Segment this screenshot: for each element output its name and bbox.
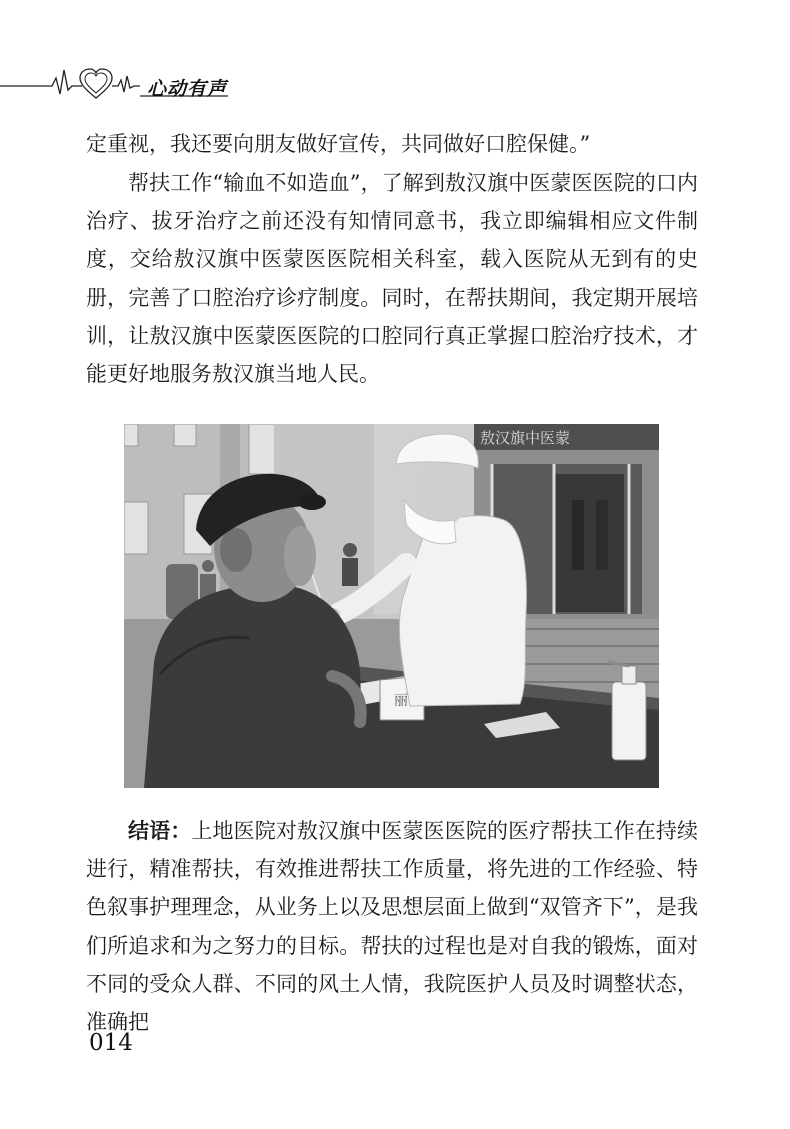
paragraph-support-work: 帮扶工作“输血不如造血”，了解到敖汉旗中医蒙医医院的口内治疗、拔牙治疗之前还没有知情同意书，我立即编辑相应文件制度，交给敖汉旗中医蒙医医院相关科室，载入医院从无到有的史册，完善了口腔治疗诊疗制度。同时，在帮扶期间，我定期开展培训，让敖汉旗中医蒙医医院的口腔同行真正掌握口腔治疗技术，才能更好地服务敖汉旗当地人民。	[86, 171, 698, 387]
header-title: 心动有声	[147, 78, 228, 100]
paragraph-conclusion	[86, 812, 698, 1041]
running-header	[0, 60, 790, 110]
photo-building-sign: 敖汉旗中医蒙	[480, 429, 571, 447]
paragraph-continued: 定重视，我还要向朋友做好宣传，共同做好口腔保健。”	[86, 132, 591, 156]
photo-desk-sign: 丽	[394, 693, 408, 709]
photo-dental-examination	[124, 424, 659, 788]
conclusion-text: 上地医院对敖汉旗中医蒙医医院的医疗帮扶工作在持续进行，精准帮扶，有效推进帮扶工作质量，将先进的工作经验、特色叙事护理理念，从业务上以及思想层面上做到“双管齐下”，是我们所追求和为之努力的目标。帮扶的过程也是对自我的锻炼，面对不同的受众人群、不同的风土人情，我院医护人员及时调整状态，准确把	[86, 819, 699, 1035]
page-number: 014	[89, 1030, 133, 1056]
conclusion-label: 结语：	[128, 819, 192, 843]
